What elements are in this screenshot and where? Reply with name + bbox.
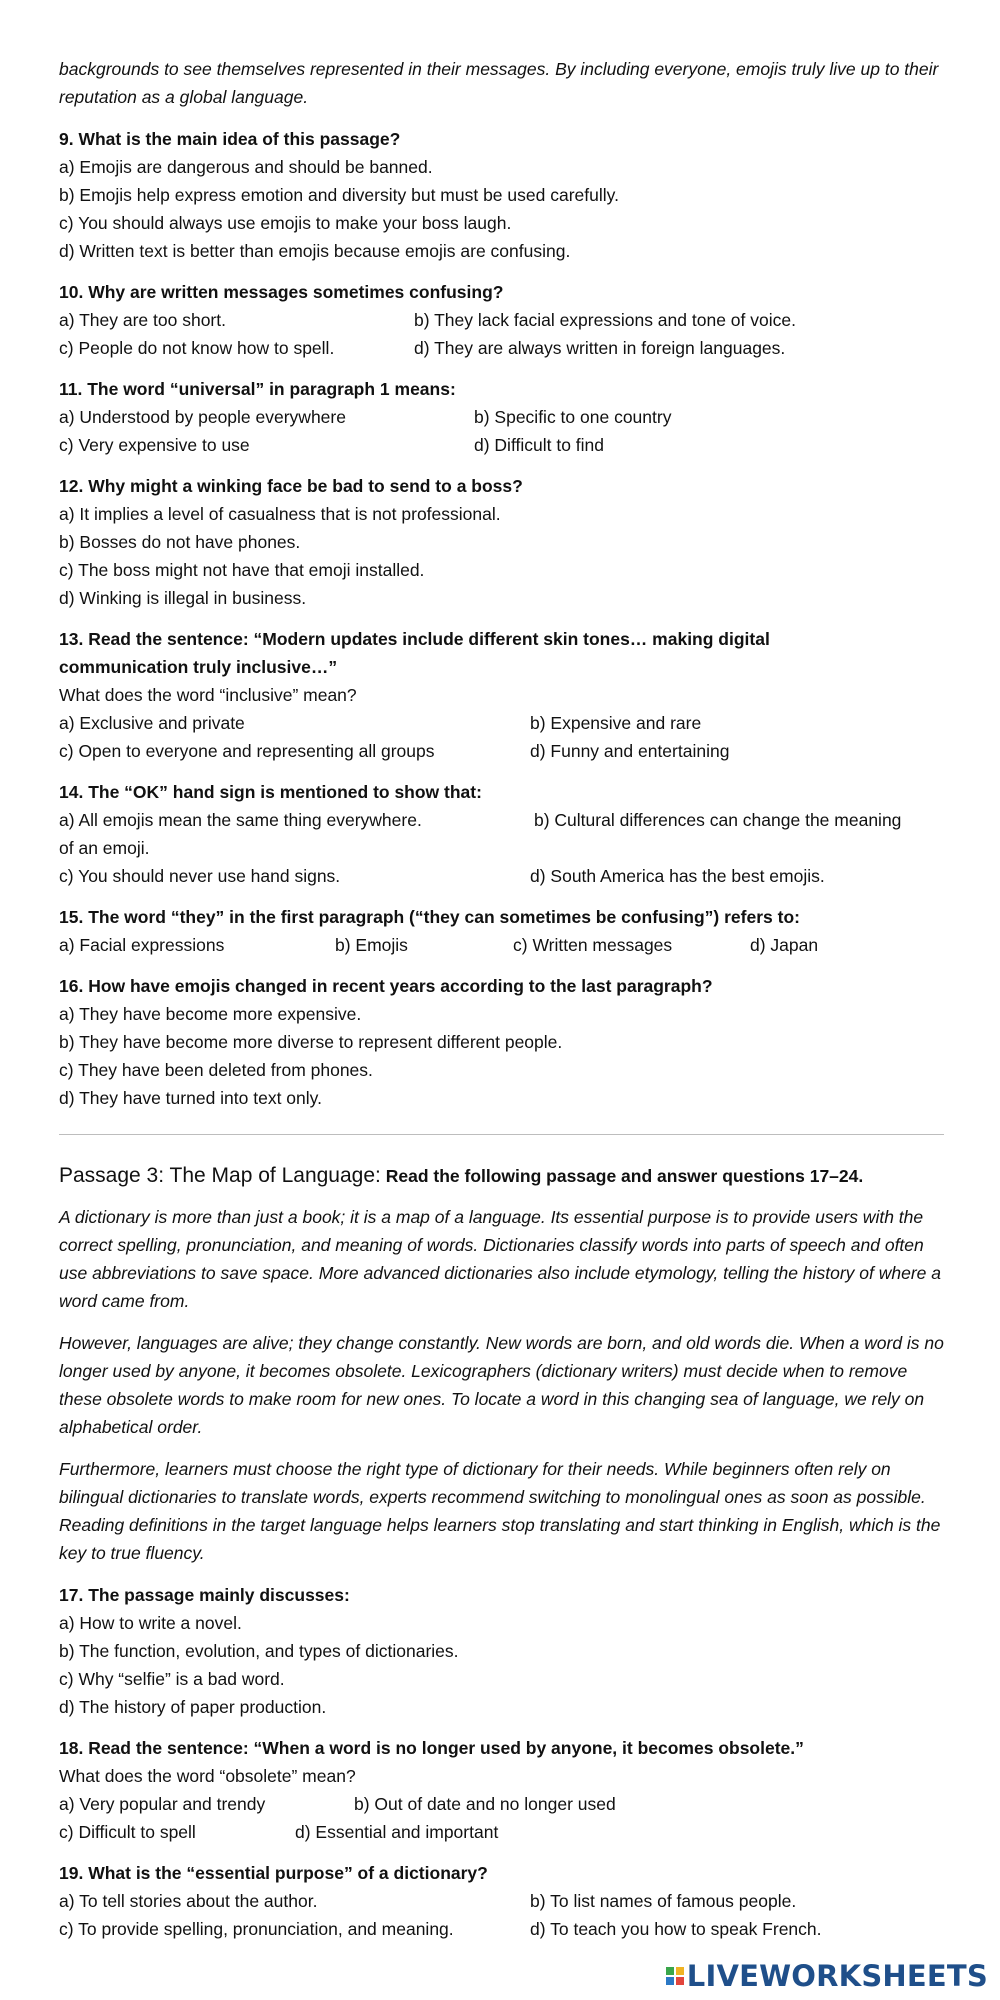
answer-option[interactable]: c) You should always use emojis to make your boss laugh.: [59, 213, 512, 233]
question-17: [59, 1581, 944, 1721]
answer-option[interactable]: c) The boss might not have that emoji installed.: [59, 560, 425, 580]
question-title: 14. The “OK” hand sign is mentioned to show that:: [59, 782, 482, 802]
question-title: 16. How have emojis changed in recent years according to the last paragraph?: [59, 976, 713, 996]
options-row: [59, 1790, 944, 1818]
passage-paragraph: A dictionary is more than just a book; it is a map of a language. Its essential purpose is to provide users with the correct spelling, pronunciation, and meaning of words. Dictionaries classify words into parts of speech and often use abbreviations to save space. More advanced dictionaries also include etymology, telling the history of where a word came from.: [59, 1207, 941, 1311]
question-11: [59, 375, 944, 459]
intro-paragraph: backgrounds to see themselves represented in their messages. By including everyone, emojis truly live up to their reputation as a global language.: [59, 59, 939, 107]
question-title: 15. The word “they” in the first paragraph (“they can sometimes be confusing”) refers to:: [59, 907, 800, 927]
options-row: [59, 931, 944, 959]
options-row: [59, 1915, 944, 1943]
answer-option[interactable]: b) Expensive and rare: [530, 713, 702, 733]
answer-option[interactable]: a) How to write a novel.: [59, 1613, 242, 1633]
options-row: [59, 334, 944, 362]
answer-option[interactable]: a) They are too short.: [59, 310, 226, 330]
answer-option[interactable]: a) To tell stories about the author.: [59, 1891, 318, 1911]
answer-option[interactable]: c) To provide spelling, pronunciation, and meaning.: [59, 1919, 454, 1939]
answer-option[interactable]: a) It implies a level of casualness that is not professional.: [59, 504, 501, 524]
question-14: [59, 778, 944, 890]
answer-option[interactable]: c) They have been deleted from phones.: [59, 1060, 373, 1080]
answer-option[interactable]: d) They are always written in foreign languages.: [414, 338, 786, 358]
options-row: [59, 431, 944, 459]
answer-option[interactable]: d) Winking is illegal in business.: [59, 588, 307, 608]
options-row: [59, 1818, 944, 1846]
section-divider: [59, 1134, 944, 1135]
question-title: 9. What is the main idea of this passage?: [59, 129, 401, 149]
question-title: 18. Read the sentence: “When a word is no longer used by anyone, it becomes obsolete.”: [59, 1738, 804, 1758]
answer-option[interactable]: c) You should never use hand signs.: [59, 866, 341, 886]
logo-square: [676, 1967, 684, 1975]
answer-option[interactable]: b) Emojis: [335, 935, 408, 955]
question-title: 12. Why might a winking face be bad to send to a boss?: [59, 476, 523, 496]
answer-option[interactable]: c) Why “selfie” is a bad word.: [59, 1669, 285, 1689]
answer-option[interactable]: a) Very popular and trendy: [59, 1794, 266, 1814]
logo-text: LIVEWORKSHEETS: [686, 1959, 988, 1993]
passage-3-instruction: Read the following passage and answer questions 17–24.: [385, 1166, 864, 1186]
answer-option[interactable]: a) Understood by people everywhere: [59, 407, 346, 427]
passage-3-header: [59, 1161, 944, 1191]
passage-3-title: Passage 3: The Map of Language:: [59, 1164, 381, 1187]
question-16: [59, 972, 944, 1112]
answer-option[interactable]: b) They have become more diverse to represent different people.: [59, 1032, 563, 1052]
answer-option[interactable]: a) Exclusive and private: [59, 713, 245, 733]
question-title: 17. The passage mainly discusses:: [59, 1585, 350, 1605]
logo-square: [666, 1967, 674, 1975]
answer-option[interactable]: d) To teach you how to speak French.: [530, 1919, 822, 1939]
question-9: [59, 125, 944, 265]
question-18: [59, 1734, 944, 1846]
answer-option[interactable]: b) Cultural differences can change the meaning: [534, 810, 902, 830]
options-row: [59, 709, 944, 737]
answer-option[interactable]: d) The history of paper production.: [59, 1697, 327, 1717]
question-13: [59, 625, 944, 765]
options-row: [59, 403, 944, 431]
options-row: [59, 306, 944, 334]
answer-option[interactable]: b) Specific to one country: [474, 407, 672, 427]
logo-square: [666, 1977, 674, 1985]
answer-option[interactable]: c) Very expensive to use: [59, 435, 250, 455]
question-prompt: What does the word “inclusive” mean?: [59, 685, 357, 705]
passage-paragraph: Furthermore, learners must choose the right type of dictionary for their needs. While beginners often rely on bilingual dictionaries to translate words, experts recommend switching to monolingual ones as soon as possible. Reading definitions in the target language helps learners stop translating and start thinking in English, which is the key to true fluency.: [59, 1459, 941, 1563]
answer-option[interactable]: d) They have turned into text only.: [59, 1088, 322, 1108]
answer-option[interactable]: d) Difficult to find: [474, 435, 605, 455]
question-title: 19. What is the “essential purpose” of a dictionary?: [59, 1863, 488, 1883]
answer-option[interactable]: c) Difficult to spell: [59, 1822, 196, 1842]
answer-option[interactable]: b) They lack facial expressions and tone of voice.: [414, 310, 796, 330]
answer-option[interactable]: b) The function, evolution, and types of dictionaries.: [59, 1641, 459, 1661]
options-row: [59, 737, 944, 765]
answer-option-continuation: of an emoji.: [59, 838, 150, 858]
answer-option[interactable]: c) People do not know how to spell.: [59, 338, 335, 358]
question-10: [59, 278, 944, 362]
worksheet-page: [59, 55, 944, 1956]
logo-square: [676, 1977, 684, 1985]
answer-option[interactable]: c) Open to everyone and representing all groups: [59, 741, 435, 761]
passage-paragraph: However, languages are alive; they change constantly. New words are born, and old words die. When a word is no longer used by anyone, it becomes obsolete. Lexicographers (dictionary writers) must decide when to remove these obsolete words to make room for new ones. To locate a word in this changing sea of language, we rely on alphabetical order.: [59, 1333, 944, 1437]
question-title: 10. Why are written messages sometimes confusing?: [59, 282, 504, 302]
answer-option[interactable]: b) Bosses do not have phones.: [59, 532, 301, 552]
answer-option[interactable]: a) Emojis are dangerous and should be banned.: [59, 157, 433, 177]
question-title: 13. Read the sentence: “Modern updates include different skin tones… making digital communication truly inclusive…”: [59, 629, 770, 677]
options-row: [59, 1887, 944, 1915]
answer-option[interactable]: d) South America has the best emojis.: [530, 866, 825, 886]
answer-option[interactable]: d) Written text is better than emojis because emojis are confusing.: [59, 241, 571, 261]
answer-option[interactable]: a) All emojis mean the same thing everywhere.: [59, 810, 422, 830]
answer-option[interactable]: b) Emojis help express emotion and diversity but must be used carefully.: [59, 185, 619, 205]
question-12: [59, 472, 944, 612]
answer-option[interactable]: a) Facial expressions: [59, 935, 225, 955]
question-15: [59, 903, 944, 959]
answer-option[interactable]: b) To list names of famous people.: [530, 1891, 797, 1911]
answer-option[interactable]: d) Funny and entertaining: [530, 741, 730, 761]
question-title: 11. The word “universal” in paragraph 1 means:: [59, 379, 456, 399]
answer-option[interactable]: c) Written messages: [513, 935, 673, 955]
question-19: [59, 1859, 944, 1943]
options-row: [59, 806, 944, 834]
answer-option[interactable]: d) Japan: [750, 935, 819, 955]
liveworksheets-logo-icon: [666, 1967, 684, 1985]
liveworksheets-logo[interactable]: [666, 1959, 988, 1993]
answer-option[interactable]: a) They have become more expensive.: [59, 1004, 362, 1024]
answer-option[interactable]: d) Essential and important: [295, 1822, 499, 1842]
answer-option[interactable]: b) Out of date and no longer used: [354, 1794, 616, 1814]
question-prompt: What does the word “obsolete” mean?: [59, 1766, 356, 1786]
options-row: [59, 862, 944, 890]
